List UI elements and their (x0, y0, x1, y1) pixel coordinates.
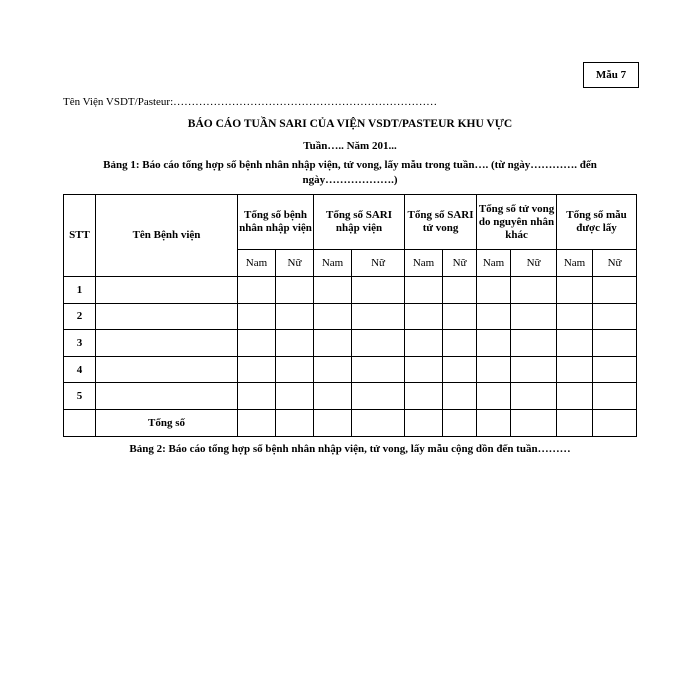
data-cell (405, 409, 443, 436)
data-cell (314, 303, 352, 330)
data-cell (314, 383, 352, 410)
table-row (64, 330, 637, 357)
data-cell (477, 303, 511, 330)
data-cell (443, 383, 477, 410)
data-cell (276, 356, 314, 383)
other-deaths-header: Tổng số tử vong do nguyên nhân khác (477, 195, 557, 250)
hospital-name-cell (96, 303, 238, 330)
data-cell (593, 356, 637, 383)
report-title: BÁO CÁO TUẦN SARI CỦA VIỆN VSDT/PASTEUR KHU VỰC (187, 118, 513, 130)
stt-header: STT (64, 195, 96, 277)
table-row (64, 356, 637, 383)
table-header-row (64, 195, 637, 250)
total-row (64, 409, 637, 436)
data-cell (557, 409, 593, 436)
sari-deaths-header: Tổng số SARI tử vong (405, 195, 477, 250)
hospital-name-cell (96, 356, 238, 383)
data-cell (557, 277, 593, 304)
data-cell (314, 409, 352, 436)
data-cell (593, 383, 637, 410)
data-cell (276, 409, 314, 436)
data-cell (352, 277, 405, 304)
female-subheader: Nữ (276, 250, 314, 277)
female-subheader: Nữ (352, 250, 405, 277)
data-cell (276, 330, 314, 357)
hospital-name-cell (96, 277, 238, 304)
male-subheader: Nam (238, 250, 276, 277)
hospital-name-cell (96, 330, 238, 357)
report-table (63, 194, 637, 437)
samples-taken-header: Tổng số mẫu được lấy (557, 195, 637, 250)
data-cell (557, 383, 593, 410)
data-cell (443, 409, 477, 436)
data-cell (511, 330, 557, 357)
total-stt-cell (64, 409, 96, 436)
data-cell (593, 409, 637, 436)
data-cell (557, 303, 593, 330)
data-cell (352, 409, 405, 436)
data-cell (238, 277, 276, 304)
data-cell (511, 409, 557, 436)
data-cell (443, 330, 477, 357)
male-subheader: Nam (405, 250, 443, 277)
data-cell (314, 356, 352, 383)
data-cell (557, 330, 593, 357)
data-cell (405, 330, 443, 357)
data-cell (238, 356, 276, 383)
table-row (64, 277, 637, 304)
row-number: 4 (64, 356, 96, 383)
admitted-total-header: Tổng số bệnh nhân nhập viện (238, 195, 314, 250)
female-subheader: Nữ (443, 250, 477, 277)
table2-caption: Bảng 2: Báo cáo tổng hợp số bệnh nhân nhập viện, tử vong, lấy mẫu cộng dồn đến tuần……… (129, 443, 571, 455)
data-cell (511, 303, 557, 330)
data-cell (276, 277, 314, 304)
table-row (64, 303, 637, 330)
data-cell (593, 277, 637, 304)
data-cell (405, 383, 443, 410)
data-cell (477, 409, 511, 436)
data-cell (276, 303, 314, 330)
total-label: Tổng số (96, 409, 238, 436)
data-cell (238, 303, 276, 330)
data-cell (511, 356, 557, 383)
table-row (64, 383, 637, 410)
sari-admitted-header: Tổng số SARI nhập viện (314, 195, 405, 250)
data-cell (405, 303, 443, 330)
data-cell (477, 277, 511, 304)
female-subheader: Nữ (593, 250, 637, 277)
form-number-label: Mẫu 7 (595, 69, 627, 81)
hospital-name-cell (96, 383, 238, 410)
report-week-year: Tuần….. Năm 201... (303, 140, 397, 152)
data-cell (276, 383, 314, 410)
data-cell (405, 356, 443, 383)
data-cell (557, 356, 593, 383)
hospital-name-header: Tên Bệnh viện (96, 195, 238, 277)
data-cell (593, 330, 637, 357)
institute-name-line: Tên Viện VSDT/Pasteur:……………………………………………………………… (63, 96, 438, 108)
data-cell (443, 303, 477, 330)
data-cell (443, 356, 477, 383)
data-cell (443, 277, 477, 304)
data-cell (511, 277, 557, 304)
male-subheader: Nam (314, 250, 352, 277)
row-number: 5 (64, 383, 96, 410)
form-number-box (583, 62, 639, 88)
table1-caption: Bảng 1: Báo cáo tổng hợp số bệnh nhân nhập viện, tử vong, lấy mẫu trong tuần…. (từ ngày…………. đến ngày……………….) (103, 159, 597, 186)
data-cell (238, 330, 276, 357)
data-cell (352, 356, 405, 383)
data-cell (477, 356, 511, 383)
data-cell (352, 303, 405, 330)
male-subheader: Nam (477, 250, 511, 277)
data-cell (238, 383, 276, 410)
row-number: 3 (64, 330, 96, 357)
data-cell (477, 330, 511, 357)
row-number: 2 (64, 303, 96, 330)
data-cell (405, 277, 443, 304)
data-cell (352, 383, 405, 410)
row-number: 1 (64, 277, 96, 304)
female-subheader: Nữ (511, 250, 557, 277)
data-cell (314, 277, 352, 304)
data-cell (477, 383, 511, 410)
data-cell (593, 303, 637, 330)
data-cell (511, 383, 557, 410)
data-cell (314, 330, 352, 357)
data-cell (352, 330, 405, 357)
data-cell (238, 409, 276, 436)
male-subheader: Nam (557, 250, 593, 277)
